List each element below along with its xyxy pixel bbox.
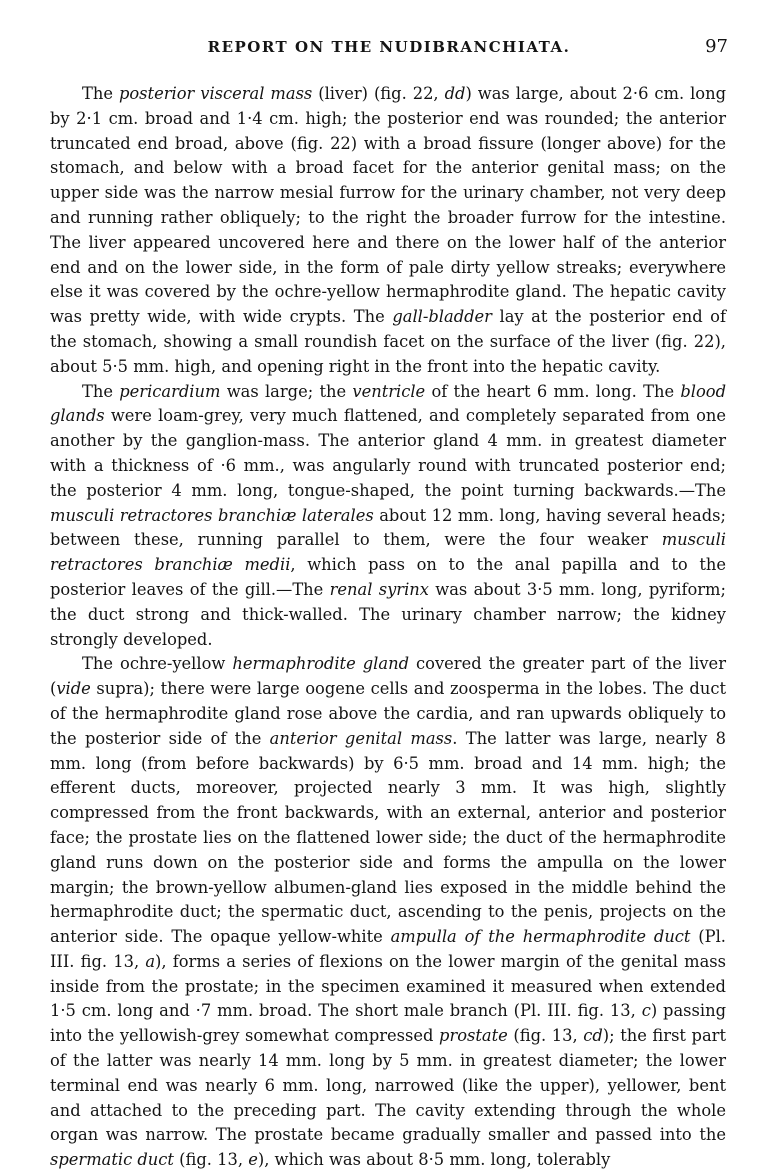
italic-term: ampulla of the hermaphrodite duct <box>390 927 691 947</box>
italic-term: dd <box>444 84 466 103</box>
text-run: ) passing into the yellowish-grey somewhat compressed <box>50 1001 726 1046</box>
page-number: 97 <box>705 36 728 57</box>
italic-term: spermatic duct <box>50 1150 174 1170</box>
italic-term: gall-bladder <box>392 307 492 327</box>
text-run: lay at the posterior end of the stomach, showing a small roundish facet on the surface of the liver (fig. 22), about 5·5 mm. high, and opening right in the front into the hepatic cavity. <box>50 307 726 376</box>
text-run: (Pl. III. fig. 13, <box>50 927 726 971</box>
text-run: The <box>82 381 120 401</box>
text-run: The <box>82 84 119 103</box>
italic-term: c <box>641 1001 651 1021</box>
italic-term: hermaphrodite gland <box>232 654 409 674</box>
italic-term: pericardium <box>119 381 221 401</box>
text-run: supra); there were large oogene cells and zoosperma in the lobes. The duct of the hermaphrodite gland rose above the cardia, and ran upwards obliquely to the posterior side of the <box>50 679 726 748</box>
text-run: ), forms a series of flexions on the lower margin of the genital mass inside from the prostate; in the specimen examined it measured when extended 1·5 cm. long and ·7 mm. broad. The short male branch (Pl. III. fig. 13, <box>50 951 726 1021</box>
italic-term: musculi retractores branchiæ medii <box>50 530 726 575</box>
italic-term: prostate <box>439 1026 508 1046</box>
italic-term: blood glands <box>50 381 726 426</box>
text-run: were loam-grey, very much flattened, and completely separated from one another by the ganglion-mass. The anterior gland 4 mm. in greatest diameter with a thickness of ·6 mm., was angularly round with truncated posterior end; the posterior 4 mm. long, tongue-shaped, the point turning backwards.—The <box>50 406 726 500</box>
text-run: , which pass on to the anal papilla and to the posterior leaves of the gill.—The <box>50 555 726 599</box>
italic-term: musculi retractores branchiæ laterales <box>50 505 374 525</box>
text-run: (fig. 13, <box>173 1150 249 1170</box>
text-run: ) was large, about 2·6 cm. long by 2·1 cm. broad and 1·4 cm. high; the posterior end was rounded; the anterior truncated end broad, above (fig. 22) with a broad fissure (longer above) for the stomach, and below with a broad facet for the anterior genital mass; on the upper side was the narrow mesial furrow for the urinary chamber, not very deep and running rather obliquely; to the right the broader furrow for the intestine. The liver appeared uncovered here and there on the lower half of the anterior end and on the lower side, in the form of pale dirty yellow streaks; everywhere else it was covered by the ochre-yellow hermaphrodite gland. The hepatic cavity was pretty wide, with wide crypts. The <box>50 84 727 327</box>
paragraph-pericardium <box>50 380 726 653</box>
italic-term: posterior visceral mass <box>118 84 313 103</box>
running-head <box>50 38 728 62</box>
italic-term: a <box>145 951 156 971</box>
italic-term: renal syrinx <box>329 579 429 599</box>
italic-term: ventricle <box>352 381 426 401</box>
text-run: covered the greater part of the liver ( <box>50 654 726 699</box>
italic-term: vide <box>56 679 91 699</box>
text-run: . The latter was large, nearly 8 mm. long (from before backwards) by 6·5 mm. broad and 14 mm. high; the efferent ducts, moreover, projected nearly 3 mm. It was high, slightly compressed from the front backwards, with an external, anterior and posterior face; the prostate lies on the flattened lower side; the duct of the hermaphrodite gland runs down on the posterior side and forms the ampulla on the lower margin; the brown-yellow albumen-gland lies exposed in the middle behind the hermaphrodite duct; the spermatic duct, ascending to the penis, projects on the anterior side. The opaque yellow-white <box>50 728 726 947</box>
text-run: ); the first part of the latter was nearly 14 mm. long by 5 mm. in greatest diameter; the lower terminal end was nearly 6 mm. long, narrowed (like the upper), yellower, bent and attached to the preceding part. The cavity extending through the whole organ was narrow. The prostate became gradually smaller and passed into the <box>50 1026 726 1145</box>
paragraph-hermaphrodite-gland <box>50 652 726 1173</box>
text-run: was large; the <box>220 381 353 401</box>
text-run: ), which was about 8·5 mm. long, tolerably <box>257 1150 611 1170</box>
text-run: was about 3·5 mm. long, pyriform; the duct strong and thick-walled. The urinary chamber narrow; the kidney strongly developed. <box>50 579 726 649</box>
paragraph-posterior-visceral-mass <box>50 82 726 380</box>
text-run: (fig. 13, <box>507 1026 584 1046</box>
italic-term: cd <box>583 1026 603 1046</box>
text-run: of the heart 6 mm. long. The <box>425 381 681 401</box>
italic-term: e <box>248 1150 258 1170</box>
text-run: The ochre-yellow <box>82 654 233 674</box>
running-title: REPORT ON THE NUDIBRANCHIATA. <box>207 38 571 56</box>
text-run: (liver) (fig. 22, <box>312 84 445 103</box>
body-text <box>50 82 726 1173</box>
text-run: about 12 mm. long, having several heads; between these, running parallel to them, were the four weaker <box>50 505 726 550</box>
italic-term: anterior genital mass <box>269 728 453 748</box>
